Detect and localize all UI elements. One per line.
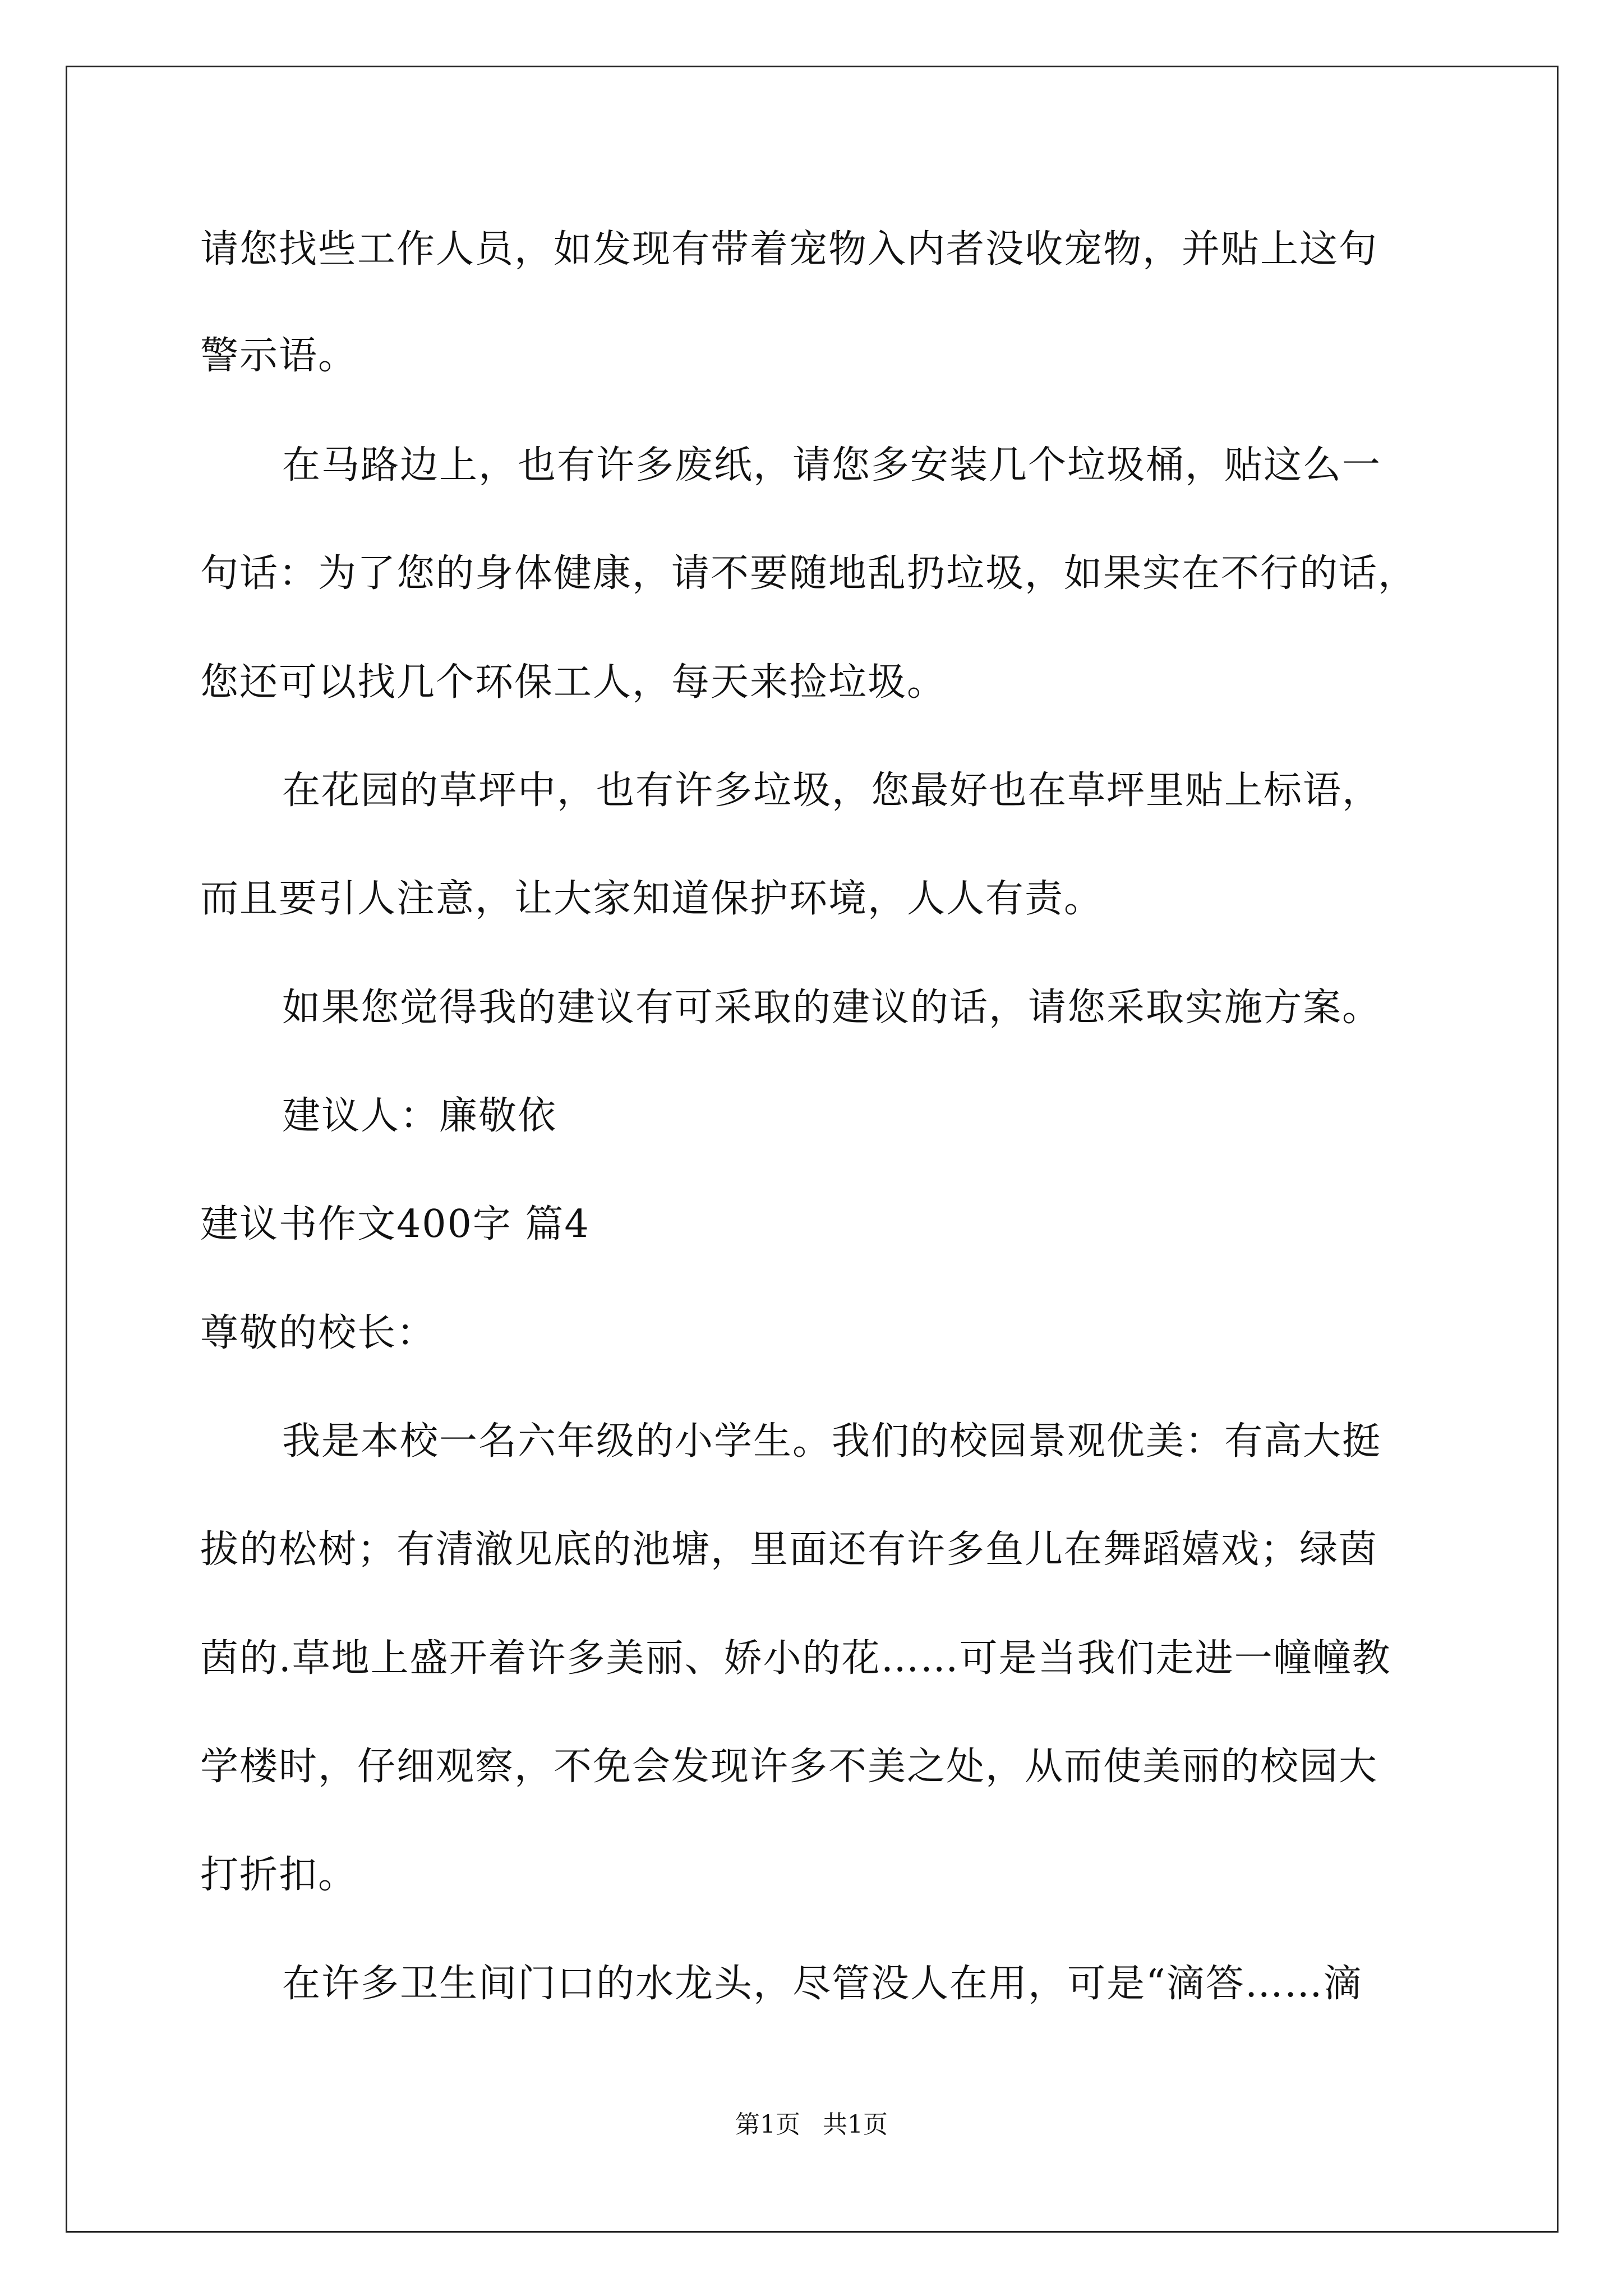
text-line: 如果您觉得我的建议有可采取的建议的话，请您采取实施方案。 <box>282 986 1382 1030</box>
salutation: 尊敬的校长： <box>200 1311 436 1355</box>
signature-line: 建议人：廉敬依 <box>282 1094 557 1138</box>
page-border <box>66 66 1559 2233</box>
text-line: 在许多卫生间门口的水龙头，尽管没人在用，可是“滴答……滴 <box>282 1962 1363 2006</box>
text-line: 您还可以找几个环保工人，每天来捡垃圾。 <box>200 660 947 705</box>
text-line: 拔的松树；有清澈见底的池塘，里面还有许多鱼儿在舞蹈嬉戏；绿茵 <box>200 1527 1378 1572</box>
text-line: 句话：为了您的身体健康，请不要随地乱扔垃圾，如果实在不行的话， <box>200 551 1418 596</box>
text-line: 茵的.草地上盛开着许多美丽、娇小的花……可是当我们走进一幢幢教 <box>200 1636 1391 1681</box>
text-line: 而且要引人注意，让大家知道保护环境，人人有责。 <box>200 877 1104 921</box>
page-number: 第1页 <box>735 2110 800 2139</box>
text-line: 在马路边上，也有许多废纸，请您多安装几个垃圾桶，贴这么一 <box>282 443 1382 487</box>
page-total: 共1页 <box>823 2110 888 2139</box>
text-line: 在花园的草坪中，也有许多垃圾，您最好也在草坪里贴上标语， <box>282 769 1382 813</box>
page-footer <box>0 2109 1623 2141</box>
text-line: 学楼时，仔细观察，不免会发现许多不美之处，从而使美丽的校园大 <box>200 1745 1378 1789</box>
text-line: 警示语。 <box>200 334 358 378</box>
text-line: 我是本校一名六年级的小学生。我们的校园景观优美：有高大挺 <box>282 1419 1382 1464</box>
section-heading: 建议书作文400字 篇4 <box>200 1202 590 1246</box>
text-line: 请您找些工作人员，如发现有带着宠物入内者没收宠物，并贴上这句 <box>200 227 1378 272</box>
text-line: 打折扣。 <box>200 1853 358 1897</box>
